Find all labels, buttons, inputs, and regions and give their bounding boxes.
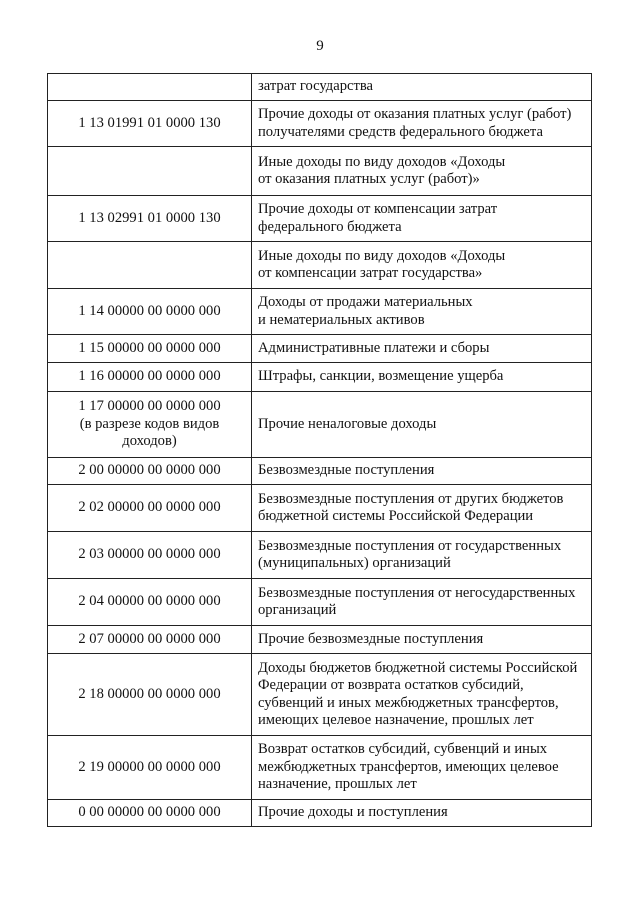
row-description-cell bbox=[252, 579, 592, 626]
row-code-cell bbox=[48, 579, 252, 626]
row-code: 1 17 00000 00 0000 000 bbox=[78, 398, 221, 415]
table-row bbox=[48, 800, 592, 827]
row-description-line: от компенсации затрат государства» bbox=[258, 265, 483, 281]
table-row bbox=[48, 392, 592, 458]
row-description-line: назначение, прошлых лет bbox=[258, 776, 417, 793]
row-code-cell bbox=[48, 654, 252, 736]
row-description-line: Прочие доходы от компенсации затрат bbox=[258, 201, 498, 217]
row-code-cell bbox=[48, 335, 252, 363]
table-row bbox=[48, 242, 592, 289]
row-description-cell bbox=[252, 800, 592, 827]
row-description-cell bbox=[252, 736, 592, 800]
row-description-line: организаций bbox=[258, 602, 337, 618]
row-description-line: Прочие неналоговые доходы bbox=[258, 415, 437, 432]
row-description-cell bbox=[252, 101, 592, 147]
row-code-cell bbox=[48, 289, 252, 335]
table-row bbox=[48, 289, 592, 335]
row-code-cell bbox=[48, 196, 252, 242]
row-description-line: затрат государства bbox=[258, 78, 374, 95]
row-code: 2 07 00000 00 0000 000 bbox=[78, 630, 221, 647]
row-description-line: (муниципальных) организаций bbox=[258, 555, 451, 571]
row-code: 2 02 00000 00 0000 000 bbox=[78, 499, 221, 516]
row-code: 2 04 00000 00 0000 000 bbox=[78, 593, 221, 610]
row-code: 2 19 00000 00 0000 000 bbox=[78, 758, 221, 775]
row-code-cell bbox=[48, 74, 252, 101]
row-description-line: Прочие безвозмездные поступления bbox=[258, 630, 484, 647]
row-description-line: бюджетной системы Российской Федерации bbox=[258, 508, 534, 524]
row-description-cell bbox=[252, 196, 592, 242]
row-code: 2 18 00000 00 0000 000 bbox=[78, 685, 221, 702]
row-description-line: Штрафы, санкции, возмещение ущерба bbox=[258, 368, 504, 385]
row-description-cell bbox=[252, 458, 592, 485]
table-row bbox=[48, 485, 592, 532]
row-description-line: Иные доходы по виду доходов «Доходы bbox=[258, 247, 506, 264]
budget-code-table bbox=[47, 73, 592, 827]
table-row bbox=[48, 74, 592, 101]
row-description-line: Безвозмездные поступления от других бюджетов bbox=[258, 490, 564, 507]
row-code-cell bbox=[48, 101, 252, 147]
table-row bbox=[48, 532, 592, 579]
row-description-line: Доходы бюджетов бюджетной системы Российской bbox=[258, 659, 578, 676]
row-description-line: субвенций и иных межбюджетных трансфертов, bbox=[258, 694, 559, 711]
row-description-line: и нематериальных активов bbox=[258, 311, 425, 328]
row-description-cell bbox=[252, 242, 592, 289]
table-body bbox=[48, 74, 592, 827]
page-number: 9 bbox=[316, 38, 324, 54]
row-description-line: Доходы от продажи материальных bbox=[258, 294, 473, 310]
row-description-cell bbox=[252, 485, 592, 532]
row-description-line: Иные доходы по виду доходов «Доходы bbox=[258, 153, 506, 170]
row-code-cell bbox=[48, 626, 252, 654]
row-description-cell bbox=[252, 626, 592, 654]
row-description-cell bbox=[252, 147, 592, 196]
table-row bbox=[48, 335, 592, 363]
row-code-cell bbox=[48, 363, 252, 392]
row-code-cell bbox=[48, 147, 252, 196]
row-description-line: Безвозмездные поступления bbox=[258, 462, 435, 479]
table-row bbox=[48, 736, 592, 800]
row-code: 1 15 00000 00 0000 000 bbox=[78, 339, 221, 356]
row-code-cell bbox=[48, 800, 252, 827]
row-code-cell bbox=[48, 485, 252, 532]
row-description-line: Федерации от возврата остатков субсидий, bbox=[258, 677, 524, 693]
table-row bbox=[48, 579, 592, 626]
row-code-cell bbox=[48, 242, 252, 289]
row-code: 1 13 02991 01 0000 130 bbox=[78, 209, 221, 226]
row-code: 2 00 00000 00 0000 000 bbox=[78, 462, 221, 479]
row-description-line: Возврат остатков субсидий, субвенций и иных bbox=[258, 741, 548, 758]
row-code-cell bbox=[48, 736, 252, 800]
row-description-cell bbox=[252, 392, 592, 458]
row-code: доходов) bbox=[122, 433, 177, 450]
row-code: 1 13 01991 01 0000 130 bbox=[78, 114, 221, 131]
row-description-line: Административные платежи и сборы bbox=[258, 339, 490, 356]
row-code-cell bbox=[48, 458, 252, 485]
row-description-cell bbox=[252, 654, 592, 736]
row-description-cell bbox=[252, 363, 592, 392]
row-code: 0 00 00000 00 0000 000 bbox=[78, 804, 221, 821]
row-description-cell bbox=[252, 289, 592, 335]
row-code: (в разрезе кодов видов bbox=[79, 415, 220, 432]
row-code: 2 03 00000 00 0000 000 bbox=[78, 546, 221, 563]
table-row bbox=[48, 101, 592, 147]
row-description-line: имеющих целевое назначение, прошлых лет bbox=[258, 712, 534, 728]
row-code-cell bbox=[48, 392, 252, 458]
row-code: 1 16 00000 00 0000 000 bbox=[78, 368, 221, 385]
row-description-line: Прочие доходы от оказания платных услуг (работ) bbox=[258, 106, 572, 122]
table-row bbox=[48, 654, 592, 736]
table-row bbox=[48, 626, 592, 654]
row-description-cell bbox=[252, 335, 592, 363]
row-description-cell bbox=[252, 532, 592, 579]
table-row bbox=[48, 196, 592, 242]
table-row bbox=[48, 147, 592, 196]
row-description-cell bbox=[252, 74, 592, 101]
row-description-line: Безвозмездные поступления от негосударственных bbox=[258, 584, 576, 601]
row-code-cell bbox=[48, 532, 252, 579]
row-description-line: межбюджетных трансфертов, имеющих целевое bbox=[258, 758, 559, 775]
table-row bbox=[48, 458, 592, 485]
row-description-line: Безвозмездные поступления от государственных bbox=[258, 537, 562, 554]
table-row bbox=[48, 363, 592, 392]
row-code: 1 14 00000 00 0000 000 bbox=[78, 302, 221, 319]
row-description-line: Прочие доходы и поступления bbox=[258, 804, 448, 821]
row-description-line: федерального бюджета bbox=[258, 218, 402, 235]
row-description-line: получателями средств федерального бюджета bbox=[258, 123, 543, 140]
row-description-line: от оказания платных услуг (работ)» bbox=[258, 171, 480, 187]
